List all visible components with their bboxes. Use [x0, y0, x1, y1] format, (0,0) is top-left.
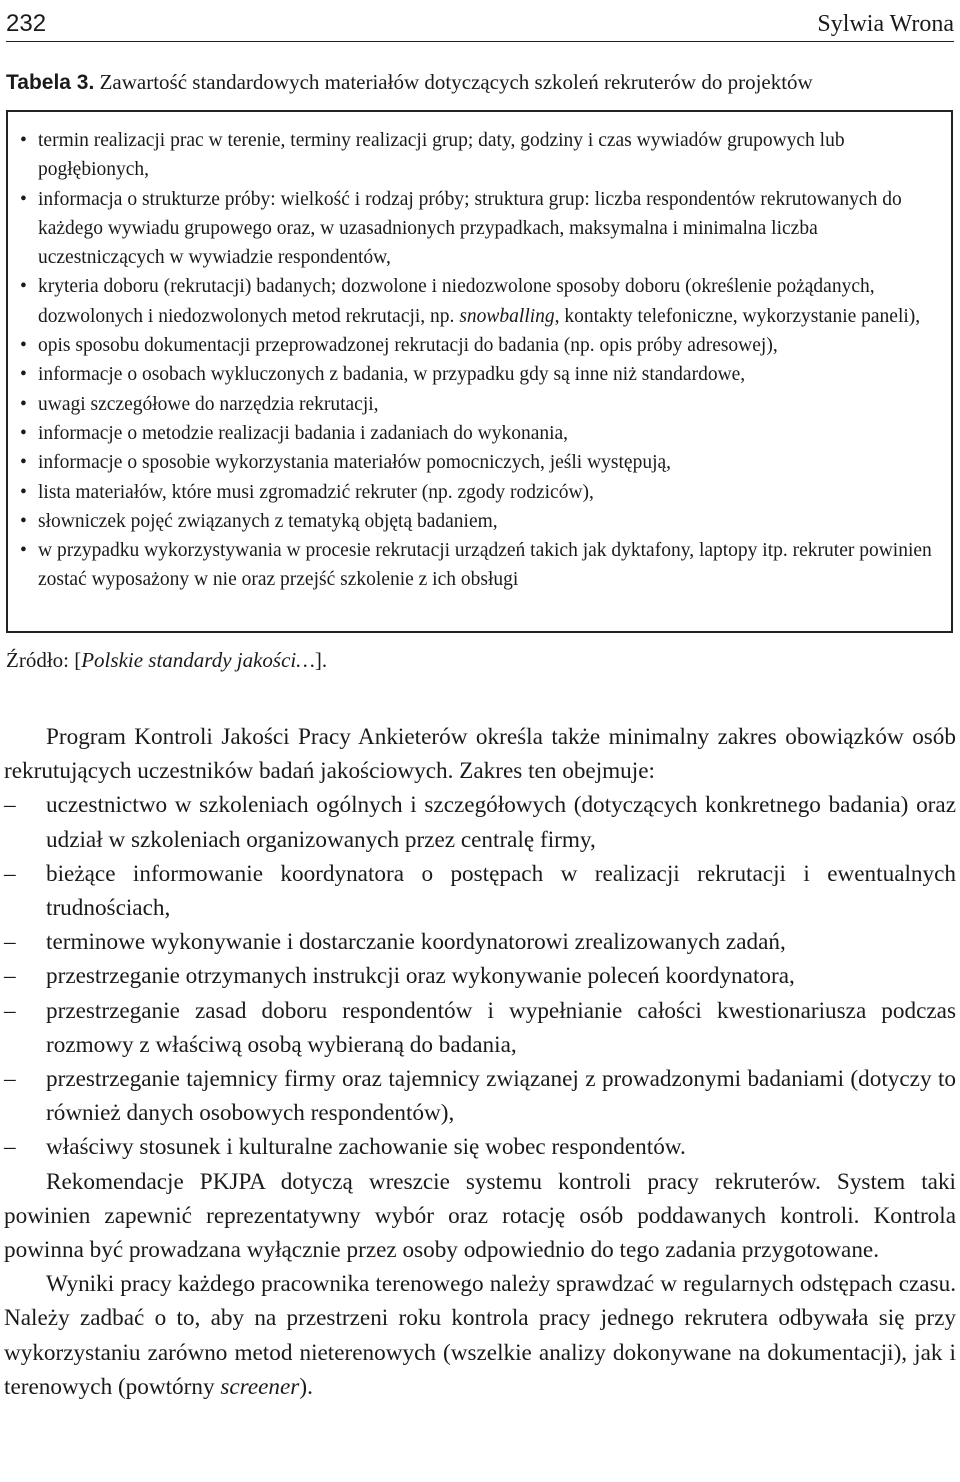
dash-icon: – [4, 963, 16, 990]
table-box [6, 110, 953, 633]
bullet-icon: • [20, 540, 27, 562]
duties-list [4, 788, 956, 1164]
bullet-icon: • [20, 364, 27, 386]
table-item: • informacje o sposobie wykorzystania materiałów pomocniczych, jeśli występują, [18, 448, 941, 477]
table-title: Zawartość standardowych materiałów dotyczących szkoleń rekruterów do projektów [99, 70, 813, 94]
table-item: • uwagi szczegółowe do narzędzia rekrutacji, [18, 390, 941, 419]
table-item: • termin realizacji prac w terenie, terminy realizacji grup; daty, godziny i czas wywiadów grupowych lub pogłębionych, [18, 126, 941, 185]
list-item: – przestrzeganie tajemnicy firmy oraz tajemnicy związanej z prowadzonymi badaniami (dotyczy to również danych osobowych respondentów), [4, 1062, 956, 1130]
table-label: Tabela 3. [6, 71, 95, 94]
bullet-icon: • [20, 422, 27, 444]
running-author: Sylwia Wrona [817, 11, 954, 37]
list-item: – właściwy stosunek i kulturalne zachowanie się wobec respondentów. [4, 1130, 956, 1164]
dash-icon: – [4, 860, 16, 887]
table-item: • lista materiałów, które musi zgromadzić rekruter (np. zgody rodziców), [18, 478, 941, 507]
table-source: Źródło: [Polskie standardy jakości…]. [6, 648, 328, 672]
table-list [18, 126, 941, 595]
bullet-icon: • [20, 481, 27, 503]
table-item: • informacje o osobach wykluczonych z badania, w przypadku gdy są inne niż standardowe, [18, 360, 941, 389]
dash-icon: – [4, 792, 16, 819]
paragraph: Program Kontroli Jakości Pracy Ankieterów określa także minimalny zakres obowiązków osób rekrutujących uczestników badań jakościowych. Zakres ten obejmuje: [4, 724, 956, 785]
table-item: • słowniczek pojęć związanych z tematyką objętą badaniem, [18, 507, 941, 536]
paragraph: Wyniki pracy każdego pracownika terenowego należy sprawdzać w regularnych odstępach czasu. Należy zadbać o to, aby na przestrzeni roku kontrola pracy jednego rekrutera odbywała się przy wykorzystaniu zarówno metod nieterenowych (wszelkie analizy dokonywane na dokumentacji), jak i terenowych (powtórny screener). [4, 1271, 956, 1400]
page-header [6, 2, 954, 42]
dash-icon: – [4, 1066, 16, 1093]
table-item: • opis sposobu dokumentacji przeprowadzonej rekrutacji do badania (np. opis próby adresowej), [18, 331, 941, 360]
dash-icon: – [4, 997, 16, 1024]
dash-icon: – [4, 1134, 16, 1161]
bullet-icon: • [20, 510, 27, 532]
body-text [4, 720, 956, 1404]
bullet-icon: • [20, 452, 27, 474]
paragraph: Rekomendacje PKJPA dotyczą wreszcie systemu kontroli pracy rekruterów. System taki powinien zapewnić reprezentatywny wybór oraz rotację osób poddawanych kontroli. Kontrola powinna być prowadzana wyłącznie przez osoby odpowiednio do tego zadania przygotowane. [4, 1168, 956, 1264]
bullet-icon: • [20, 130, 27, 151]
bullet-icon: • [20, 393, 27, 415]
list-item: – bieżące informowanie koordynatora o postępach w realizacji rekrutacji i ewentualnych trudnościach, [4, 857, 956, 925]
list-item: – przestrzeganie otrzymanych instrukcji oraz wykonywanie poleceń koordynatora, [4, 959, 956, 993]
bullet-icon: • [20, 188, 27, 210]
table-item: • informacja o strukturze próby: wielkość i rodzaj próby; struktura grup: liczba respondentów rekrutowanych do każdego wywiadu grupowego oraz, w uzasadnionych przypadkach, maksymalna i minimalna liczba uczestniczących w wywiadzie respondentów, [18, 185, 941, 273]
source-title: Polskie standardy jakości… [81, 648, 315, 672]
list-item: – przestrzeganie zasad doboru respondentów i wypełnianie całości kwestionariusza podczas rozmowy z właściwą osobą wybieraną do badania, [4, 994, 956, 1062]
table-item: • kryteria doboru (rekrutacji) badanych; dozwolone i niedozwolone sposoby doboru (określenie pożądanych, dozwolonych i niedozwolonych metod rekrutacji, np. snowballing, kontakty telefoniczne, wykorzystanie paneli), [18, 272, 941, 331]
table-caption [6, 70, 813, 95]
page-number: 232 [6, 10, 47, 37]
dash-icon: – [4, 929, 16, 956]
table-item: • informacje o metodzie realizacji badania i zadaniach do wykonania, [18, 419, 941, 448]
list-item: – terminowe wykonywanie i dostarczanie koordynatorowi zrealizowanych zadań, [4, 925, 956, 959]
list-item: – uczestnictwo w szkoleniach ogólnych i szczegółowych (dotyczących konkretnego badania) oraz udział w szkoleniach organizowanych przez centralę firmy, [4, 788, 956, 856]
table-item: • w przypadku wykorzystywania w procesie rekrutacji urządzeń takich jak dyktafony, laptopy itp. rekruter powinien zostać wyposażony w nie oraz przejść szkolenie z ich obsługi [18, 536, 941, 595]
bullet-icon: • [20, 276, 27, 298]
bullet-icon: • [20, 335, 27, 357]
